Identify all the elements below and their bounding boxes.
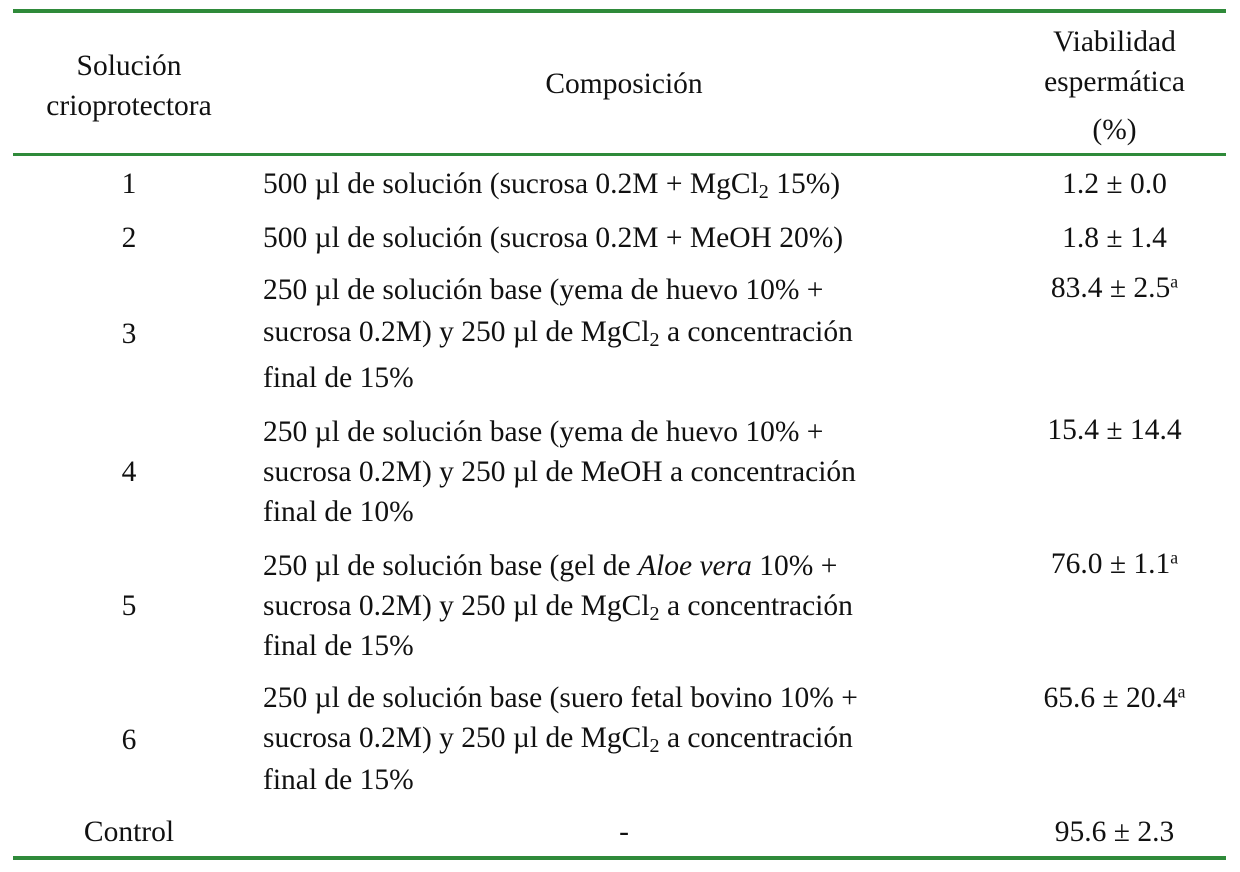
row5-composition-line2: sucrosa 0.2M) y 250 µl de MgCl$_2$ a concentración (263, 590, 853, 625)
header-viability-line1: Viabilidad (1053, 26, 1176, 58)
table-bottom-rule (13, 856, 1226, 860)
row2-solution: 2 (121, 222, 137, 254)
row6-solution: 6 (121, 724, 137, 756)
control-solution: Control (83, 816, 175, 848)
row4-viability: 15.4 ± 14.4 (1047, 414, 1182, 446)
row5-solution: 5 (121, 590, 137, 622)
header-composition: Composición (545, 68, 703, 100)
table-header-rule (13, 153, 1226, 156)
header-solution-line1: Solución (76, 50, 182, 82)
row4-composition-line3: final de 10% (263, 496, 414, 528)
row3-composition-line1: 250 µl de solución base (yema de huevo 10% + (263, 274, 824, 306)
row1-solution: 1 (121, 168, 137, 200)
table-top-rule (13, 9, 1226, 13)
row5-viability: 76.0 ± 1.1$^a$ (1050, 547, 1179, 580)
row6-composition-line3: final de 15% (263, 764, 414, 796)
row6-viability: 65.6 ± 20.4$^a$ (1043, 681, 1186, 714)
row3-viability: 83.4 ± 2.5$^a$ (1050, 271, 1179, 304)
row2-viability: 1.8 ± 1.4 (1062, 222, 1167, 254)
row3-composition-line3: final de 15% (263, 362, 414, 394)
row5-composition-line1: 250 µl de solución base (gel de Aloe vera 10% + (263, 550, 838, 582)
row1-composition: 500 µl de solución (sucrosa 0.2M + MgCl$_2$ 15%) (263, 168, 841, 203)
row4-composition-line2: sucrosa 0.2M) y 250 µl de MeOH a concentración (263, 456, 856, 488)
row4-solution: 4 (121, 456, 137, 488)
row3-solution: 3 (121, 318, 137, 350)
control-composition: - (619, 816, 629, 848)
header-solution-line2: crioprotectora (46, 90, 212, 122)
row6-composition-line1: 250 µl de solución base (suero fetal bovino 10% + (263, 682, 858, 714)
header-viability-line3: (%) (1092, 114, 1137, 146)
control-viability: 95.6 ± 2.3 (1054, 816, 1175, 848)
row1-viability: 1.2 ± 0.0 (1062, 168, 1167, 200)
row4-composition-line1: 250 µl de solución base (yema de huevo 10% + (263, 416, 824, 448)
row3-composition-line2: sucrosa 0.2M) y 250 µl de MgCl$_2$ a concentración (263, 316, 853, 351)
row2-composition: 500 µl de solución (sucrosa 0.2M + MeOH 20%) (263, 222, 844, 254)
row6-composition-line2: sucrosa 0.2M) y 250 µl de MgCl$_2$ a concentración (263, 722, 853, 757)
row5-composition-line3: final de 15% (263, 630, 414, 662)
header-viability-line2: espermática (1044, 66, 1185, 98)
